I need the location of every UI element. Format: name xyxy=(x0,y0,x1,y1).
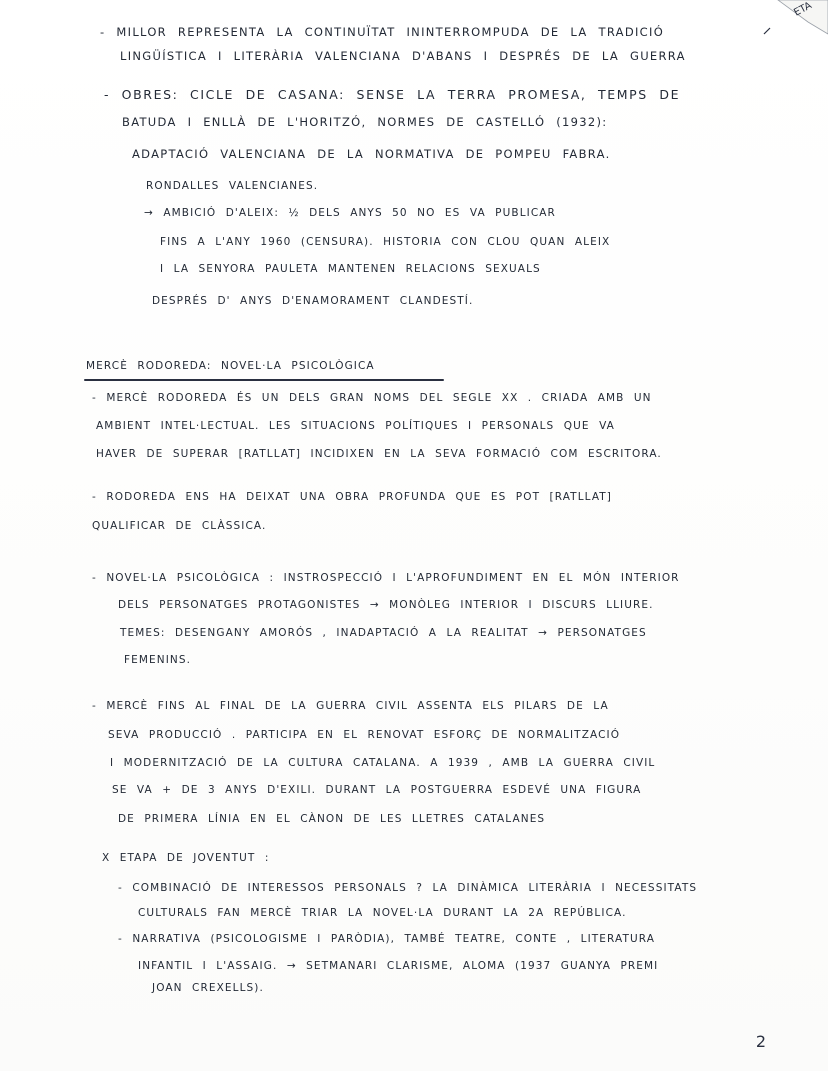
text-line: BATUDA I ENLLÀ DE L'HORITZÓ, NORMES DE CASTELLÓ (1932): xyxy=(122,115,608,129)
text-line: DE PRIMERA LÍNIA EN EL CÀNON DE LES LLETRES CATALANES xyxy=(118,813,546,825)
text-line: SE VA + DE 3 ANYS D'EXILI. DURANT LA POSTGUERRA ESDEVÉ UNA FIGURA xyxy=(112,784,642,796)
text-line: - NOVEL·LA PSICOLÒGICA : INSTROSPECCIÓ I L'APROFUNDIMENT EN EL MÓN INTERIOR xyxy=(92,572,680,584)
text-line: DELS PERSONATGES PROTAGONISTES → MONÒLEG INTERIOR I DISCURS LLIURE. xyxy=(118,599,654,611)
text-line: JOAN CREXELLS). xyxy=(152,982,264,994)
text-line: → AMBICIÓ D'ALEIX: ½ DELS ANYS 50 NO ES VA PUBLICAR xyxy=(144,207,556,219)
text-line: HAVER DE SUPERAR [RATLLAT] INCIDIXEN EN LA SEVA FORMACIÓ COM ESCRITORA. xyxy=(96,448,662,460)
text-line: ADAPTACIÓ VALENCIANA DE LA NORMATIVA DE POMPEU FABRA. xyxy=(132,147,611,161)
text-line: CULTURALS FAN MERCÈ TRIAR LA NOVEL·LA DURANT LA 2A REPÚBLICA. xyxy=(138,907,627,919)
text-line: DESPRÉS D' ANYS D'ENAMORAMENT CLANDESTÍ. xyxy=(152,295,474,307)
text-line: - OBRES: CICLE DE CASANA: SENSE LA TERRA PROMESA, TEMPS DE xyxy=(104,87,681,102)
section-heading: MERCÈ RODOREDA: NOVEL·LA PSICOLÒGICA xyxy=(86,360,375,372)
text-line: I LA SENYORA PAULETA MANTENEN RELACIONS SEXUALS xyxy=(160,263,541,275)
text-line: - MERCÈ FINS AL FINAL DE LA GUERRA CIVIL ASSENTA ELS PILARS DE LA xyxy=(92,700,609,712)
subsection-heading: X ETAPA DE JOVENTUT : xyxy=(102,852,270,864)
corner-tag xyxy=(738,0,828,40)
heading-underline xyxy=(84,379,444,381)
text-line: LINGÜÍSTICA I LITERÀRIA VALENCIANA D'ABANS I DESPRÉS DE LA GUERRA xyxy=(120,49,686,63)
text-line: - MERCÈ RODOREDA ÉS UN DELS GRAN NOMS DEL SEGLE XX . CRIADA AMB UN xyxy=(92,392,652,404)
text-line: INFANTIL I L'ASSAIG. → SETMANARI CLARISME, ALOMA (1937 GUANYA PREMI xyxy=(138,960,659,972)
text-line: AMBIENT INTEL·LECTUAL. LES SITUACIONS POLÍTIQUES I PERSONALS QUE VA xyxy=(96,420,615,432)
text-line: - NARRATIVA (PSICOLOGISME I PARÒDIA), TAMBÉ TEATRE, CONTE , LITERATURA xyxy=(118,933,656,945)
text-line: FINS A L'ANY 1960 (CENSURA). HISTORIA CON CLOU QUAN ALEIX xyxy=(160,236,611,248)
text-line: FEMENINS. xyxy=(124,654,192,666)
text-line: - MILLOR REPRESENTA LA CONTINUÏTAT ININTERROMPUDA DE LA TRADICIÓ xyxy=(100,25,665,39)
corner-tag-text: ETA xyxy=(792,0,814,19)
text-line: SEVA PRODUCCIÓ . PARTICIPA EN EL RENOVAT ESFORÇ DE NORMALITZACIÓ xyxy=(108,729,621,741)
text-line: I MODERNITZACIÓ DE LA CULTURA CATALANA. A 1939 , AMB LA GUERRA CIVIL xyxy=(110,757,656,769)
text-line: QUALIFICAR DE CLÀSSICA. xyxy=(92,520,267,532)
page-number: 2 xyxy=(755,1032,766,1051)
text-line: - COMBINACIÓ DE INTERESSOS PERSONALS ? LA DINÀMICA LITERÀRIA I NECESSITATS xyxy=(118,882,698,894)
text-line: RONDALLES VALENCIANES. xyxy=(146,180,319,192)
text-line: TEMES: DESENGANY AMORÓS , INADAPTACIÓ A LA REALITAT → PERSONATGES xyxy=(120,627,647,639)
text-line: - RODOREDA ENS HA DEIXAT UNA OBRA PROFUNDA QUE ES POT [RATLLAT] xyxy=(92,491,613,503)
tick-mark xyxy=(762,26,778,36)
